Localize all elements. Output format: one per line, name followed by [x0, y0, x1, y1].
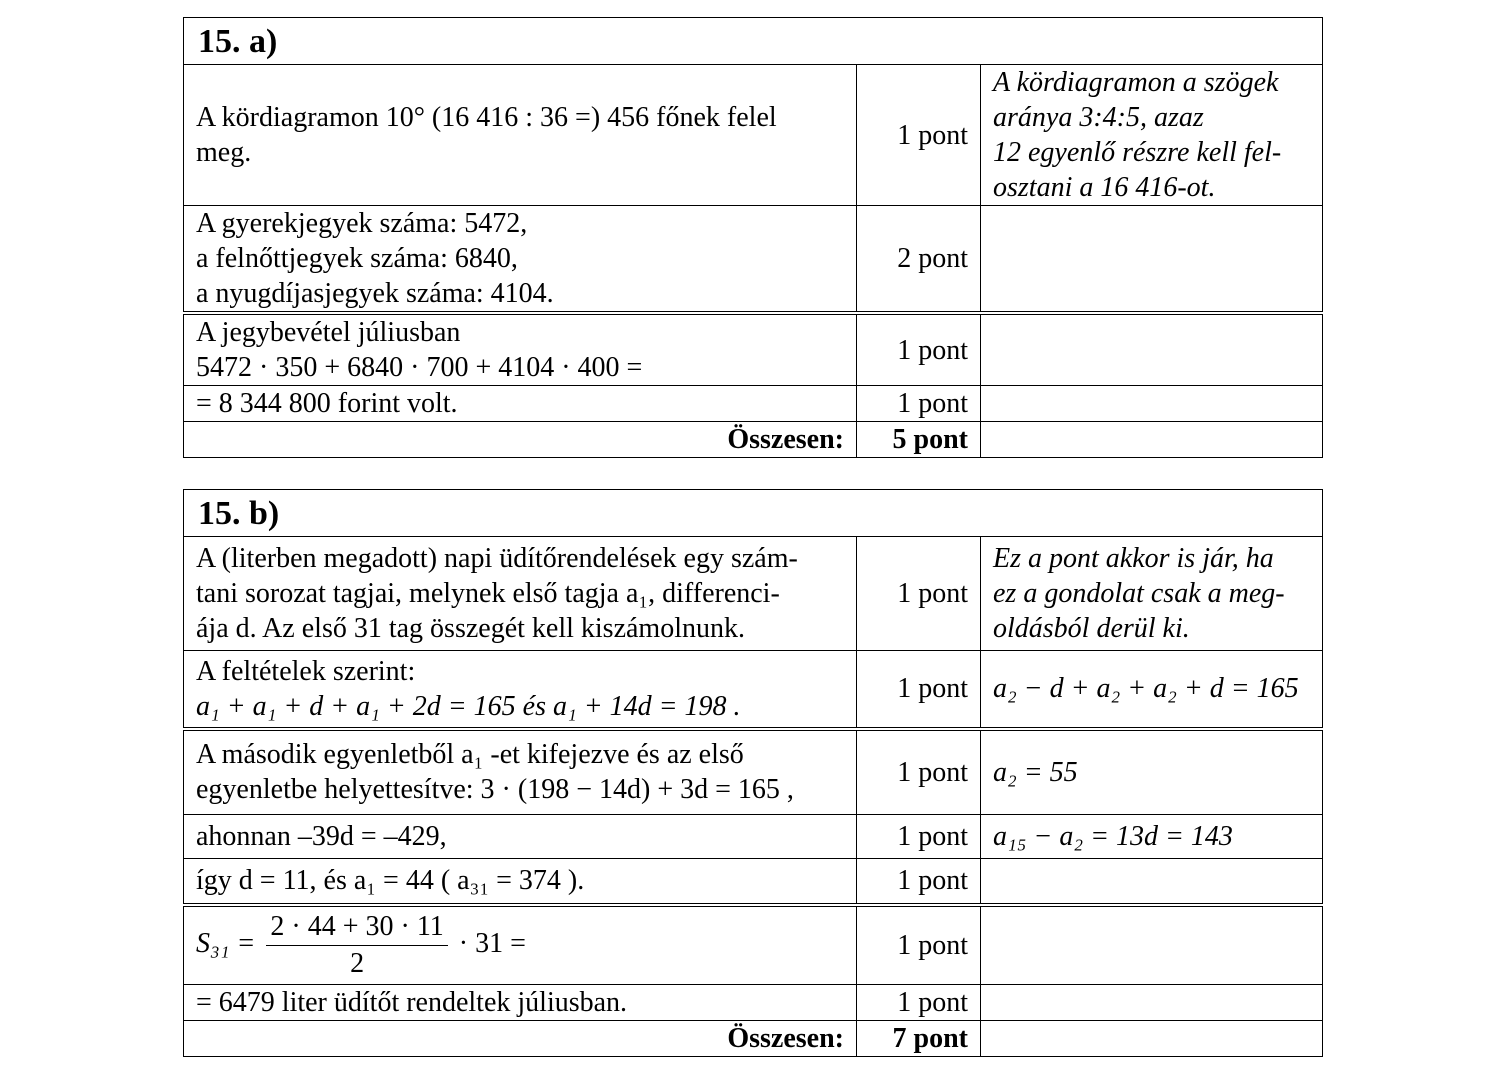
table-row	[184, 905, 1323, 985]
table-row	[184, 729, 1323, 815]
solution-cell: = 8 344 800 forint volt.	[184, 386, 857, 422]
solution-cell: így d = 11, és a₁ = 44 ( a₃₁ = 374 ).	[184, 859, 857, 905]
table-row	[184, 206, 1323, 314]
solution-line: A jegybevétel júliusban	[196, 317, 461, 348]
points-cell: 1 pont	[857, 985, 981, 1021]
table-row	[184, 985, 1323, 1021]
solution-line: a felnőttjegyek száma: 6840,	[196, 243, 518, 274]
note-line: Ez a pont akkor is jár, ha	[993, 543, 1274, 574]
solution-line: A kördiagramon 10° (16 416 : 36 =) 456 főnek felel	[196, 102, 777, 133]
note-cell	[981, 537, 1323, 651]
note-line: ez a gondolat csak a meg-	[993, 578, 1285, 609]
solution-line: a nyugdíjasjegyek száma: 4104.	[196, 278, 554, 309]
note-cell: a₂ − d + a₂ + a₂ + d = 165	[981, 651, 1323, 729]
note-line: aránya 3:4:5, azaz	[993, 102, 1204, 133]
solution-cell	[184, 905, 857, 985]
points-cell: 1 pont	[857, 859, 981, 905]
total-points: 5 pont	[857, 422, 981, 458]
solution-line: 5472 · 350 + 6840 · 700 + 4104 · 400 =	[196, 352, 643, 383]
solution-cell: ahonnan –39d = –429,	[184, 815, 857, 859]
note-cell: a₂ = 55	[981, 729, 1323, 815]
note-cell	[981, 422, 1323, 458]
task-heading: 15. a)	[184, 18, 1323, 65]
table-row	[184, 651, 1323, 729]
solution-line: A feltételek szerint:	[196, 655, 416, 687]
formula-rhs: · 31 =	[458, 927, 526, 959]
points-cell: 1 pont	[857, 386, 981, 422]
solution-line: A (literben megadott) napi üdítőrendelések egy szám-	[196, 543, 798, 574]
solution-cell	[184, 313, 857, 386]
fraction-denominator: 2	[350, 947, 365, 979]
points-cell: 1 pont	[857, 313, 981, 386]
solution-cell	[184, 65, 857, 206]
table-row	[184, 65, 1323, 206]
note-line: A kördiagramon a szögek	[993, 67, 1279, 98]
formula-line: a₁ + a₁ + d + a₁ + 2d = 165 és a₁ + 14d = 198 .	[196, 690, 741, 722]
note-cell	[981, 65, 1323, 206]
note-cell	[981, 206, 1323, 314]
solution-line: A gyerekjegyek száma: 5472,	[196, 208, 528, 239]
points-cell: 1 pont	[857, 651, 981, 729]
table-header-row	[184, 490, 1323, 537]
points-cell: 1 pont	[857, 537, 981, 651]
grading-table-15a	[183, 17, 1323, 458]
solution-line: ája d. Az első 31 tag összegét kell kiszámolnunk.	[196, 613, 745, 644]
total-row	[184, 422, 1323, 458]
note-line: osztani a 16 416-ot.	[993, 172, 1216, 203]
points-cell: 1 pont	[857, 905, 981, 985]
note-cell	[981, 905, 1323, 985]
note-line: oldásból derül ki.	[993, 613, 1190, 644]
table-row	[184, 815, 1323, 859]
task-heading: 15. b)	[184, 490, 1323, 537]
solution-line: A második egyenletből a₁ -et kifejezve és az első	[196, 739, 744, 771]
note-cell	[981, 985, 1323, 1021]
solution-cell: = 6479 liter üdítőt rendeltek júliusban.	[184, 985, 857, 1021]
points-cell: 1 pont	[857, 65, 981, 206]
table-row	[184, 537, 1323, 651]
note-cell: a₁₅ − a₂ = 13d = 143	[981, 815, 1323, 859]
note-cell	[981, 386, 1323, 422]
solution-cell	[184, 206, 857, 314]
fraction	[266, 909, 447, 982]
total-points: 7 pont	[857, 1021, 981, 1057]
solution-cell	[184, 651, 857, 729]
formula-lhs: S₃₁ =	[196, 927, 256, 959]
grading-table-15b	[183, 489, 1323, 1057]
points-cell: 2 pont	[857, 206, 981, 314]
table-row	[184, 313, 1323, 386]
solution-line: egyenletbe helyettesítve: 3 · (198 − 14d) + 3d = 165 ,	[196, 774, 794, 806]
solution-line: meg.	[196, 137, 252, 168]
table-header-row	[184, 18, 1323, 65]
fraction-numerator: 2 · 44 + 30 · 11	[266, 909, 447, 946]
table-row	[184, 859, 1323, 905]
solution-cell	[184, 729, 857, 815]
note-cell	[981, 1021, 1323, 1057]
solution-cell	[184, 537, 857, 651]
note-cell	[981, 313, 1323, 386]
total-label: Összesen:	[184, 422, 857, 458]
solution-line: tani sorozat tagjai, melynek első tagja a₁, differenci-	[196, 578, 780, 609]
total-label: Összesen:	[184, 1021, 857, 1057]
note-cell	[981, 859, 1323, 905]
table-row	[184, 386, 1323, 422]
note-line: 12 egyenlő részre kell fel-	[993, 137, 1282, 168]
points-cell: 1 pont	[857, 729, 981, 815]
total-row	[184, 1021, 1323, 1057]
points-cell: 1 pont	[857, 815, 981, 859]
